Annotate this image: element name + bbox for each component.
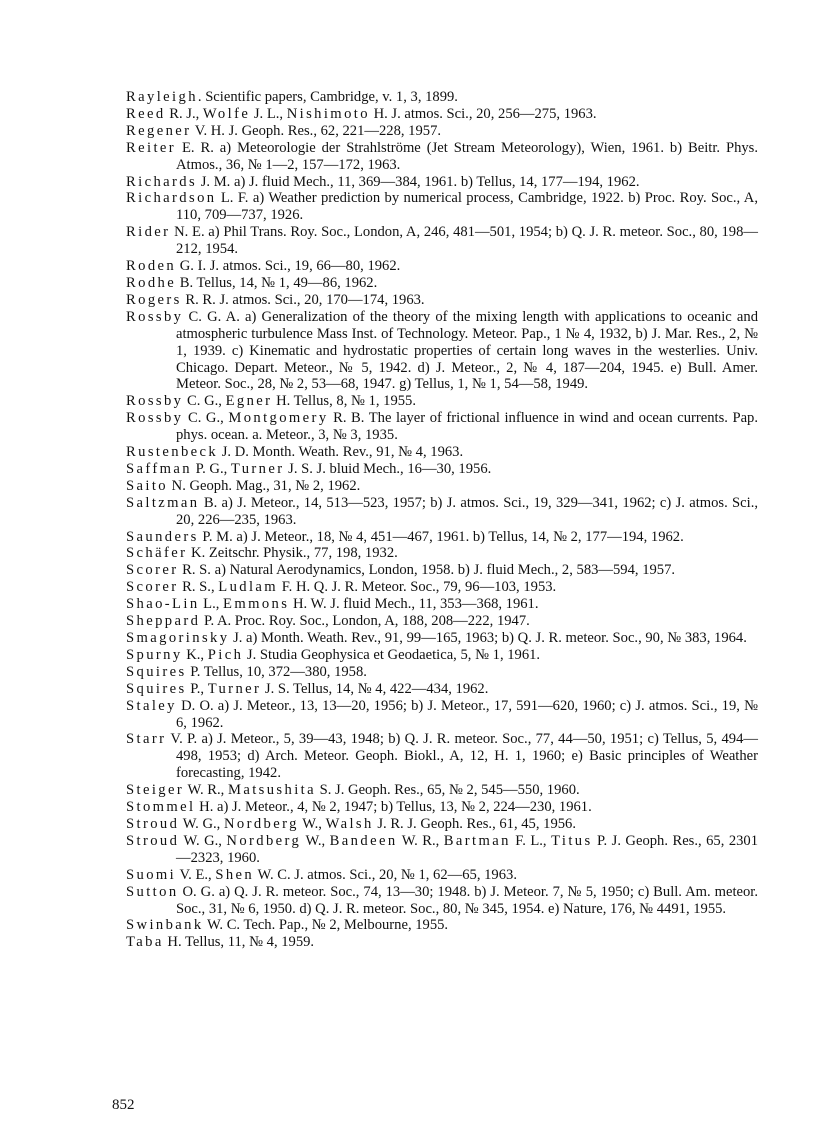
author-name: Saunders — [126, 528, 199, 545]
citation-text: H. Tellus, 8, № 1, 1955. — [272, 393, 416, 410]
reference-entry — [126, 461, 758, 478]
citation-text: W., — [298, 815, 326, 832]
author-name: Pich — [207, 646, 244, 663]
citation-text: N. E. a) Phil Trans. Roy. Soc., London, A, 246, 481—501, 1954; b) Q. J. R. meteor. Soc., 80, 198—212, 1954. — [170, 224, 758, 258]
author-name: Rossby — [126, 393, 184, 410]
reference-entry — [126, 782, 758, 799]
author-name: Scorer — [126, 579, 179, 596]
reference-entry — [126, 410, 758, 444]
citation-text: R. B. The layer of frictional influence in wind and ocean currents. Pap. phys. ocean. a. Meteor., 3, № 3, 1935. — [176, 410, 758, 444]
citation-text: K. Zeitschr. Physik., 77, 198, 1932. — [187, 545, 398, 562]
reference-entry — [126, 393, 758, 410]
author-name: Sheppard — [126, 613, 201, 630]
author-name: Stroud — [126, 815, 180, 832]
author-name: Reiter — [126, 139, 177, 156]
author-name: Turner — [207, 680, 262, 697]
citation-text: D. O. a) J. Meteor., 13, 13—20, 1956; b) J. Meteor., 17, 591—620, 1960; c) J. atmos. Sci., 19, № 6, 1962. — [176, 697, 758, 731]
citation-text: J. Studia Geophysica et Geodaetica, 5, № 1, 1961. — [243, 646, 541, 663]
citation-text: V. E., — [176, 866, 216, 883]
reference-entry — [126, 190, 758, 224]
citation-text: C. G. A. a) Generalization of the theory of the mixing length with applications to oceanic and atmospheric turbulence Mass Inst. of Technology. Meteor. Pap., 1 № 4, 1932, b) J. Mar. Res., 2, № 1, 1939. c) Kinematic and hydrostatic properties of certain long waves in the westerlies. Univ. Chicago. Depart. Meteor., № 5, 1942. d) J. Meteor., 2, № 4, 187—204, 1945. e) Bull. Amer. Meteor. Soc., 28, № 2, 53—68, 1947. g) Tellus, 1, № 1, 54—58, 1949. — [176, 308, 758, 393]
author-name: Taba — [126, 934, 164, 951]
author-name: Suomi — [126, 866, 177, 883]
author-name: Starr — [126, 731, 167, 748]
citation-text: E. R. a) Meteorologie der Strahlströme (Jet Stream Meteorology), Wien, 1961. b) Beitr. Phys. Atmos., 36, № 1—2, 157—172, 1963. — [176, 139, 758, 173]
author-name: Scorer — [126, 562, 179, 579]
citation-text: P. M. a) J. Meteor., 18, № 4, 451—467, 1961. b) Tellus, 14, № 2, 177—194, 1962. — [198, 528, 684, 545]
reference-entry — [126, 799, 758, 816]
reference-entry — [126, 681, 758, 698]
citation-text: H. W. J. fluid Mech., 11, 353—368, 1961. — [289, 596, 539, 613]
citation-text: C. G., — [183, 410, 229, 427]
author-name: Nordberg — [223, 815, 299, 832]
author-name: Staley — [126, 697, 177, 714]
reference-entry — [126, 833, 758, 867]
reference-entry — [126, 816, 758, 833]
citation-text: R. J., — [165, 105, 203, 122]
reference-list — [126, 89, 758, 951]
author-name: Bandeen — [329, 832, 398, 849]
reference-entry — [126, 444, 758, 461]
reference-entry — [126, 917, 758, 934]
author-name: Sutton — [126, 883, 179, 900]
citation-text: G. I. J. atmos. Sci., 19, 66—80, 1962. — [176, 258, 401, 275]
reference-entry — [126, 106, 758, 123]
citation-text: P. J. Geoph. Res., 65, 2301—2323, 1960. — [176, 832, 759, 866]
author-name: Schäfer — [126, 545, 188, 562]
author-name: Montgomery — [228, 410, 329, 427]
citation-text: W. G., — [179, 832, 227, 849]
author-name: Squires — [126, 663, 187, 680]
author-name: Saltzman — [126, 494, 200, 511]
citation-text: H. Tellus, 11, № 4, 1959. — [163, 934, 315, 951]
author-name: Stommel — [126, 799, 196, 816]
reference-entry — [126, 613, 758, 630]
citation-text: O. G. a) Q. J. R. meteor. Soc., 74, 13—30; 1948. b) J. Meteor. 7, № 5, 1950; c) Bull. Am. meteor. Soc., 31, № 6, 1950. d) Q. J. R. meteor. Soc., 80, № 345, 1954. e) Nature, 176, № 4491, 1955. — [176, 883, 758, 917]
citation-text: K., — [182, 646, 208, 663]
reference-entry — [126, 545, 758, 562]
citation-text: B. Tellus, 14, № 1, 49—86, 1962. — [176, 274, 378, 291]
author-name: Rodhe — [126, 274, 177, 291]
citation-text: W. C. J. atmos. Sci., 20, № 1, 62—65, 1963. — [254, 866, 517, 883]
citation-text: S. J. Geoph. Res., 65, № 2, 545—550, 1960. — [316, 782, 580, 799]
reference-entry — [126, 664, 758, 681]
citation-text: L. F. a) Weather prediction by numerical process, Cambridge, 1922. b) Proc. Roy. Soc., A, 110, 709—737, 1926. — [176, 190, 758, 224]
citation-text: B. a) J. Meteor., 14, 513—523, 1957; b) J. atmos. Sci., 19, 329—341, 1962; c) J. atmos. Sci., 20, 226—235, 1963. — [176, 494, 758, 528]
citation-text: R. R. J. atmos. Sci., 20, 170—174, 1963. — [181, 291, 425, 308]
author-name: Reed — [126, 105, 166, 122]
citation-text: F. H. Q. J. R. Meteor. Soc., 79, 96—103, 1953. — [278, 579, 557, 596]
author-name: Egner — [225, 393, 273, 410]
author-name: Spurny — [126, 646, 183, 663]
citation-text: J. a) Month. Weath. Rev., 91, 99—165, 1963; b) Q. J. R. meteor. Soc., 90, № 383, 1964. — [229, 630, 747, 646]
reference-entry — [126, 579, 758, 596]
author-name: Rider — [126, 224, 171, 241]
citation-text: R. S., — [178, 579, 219, 596]
citation-text: N. Geoph. Mag., 31, № 2, 1962. — [168, 477, 361, 494]
citation-text: . Scientific papers, Cambridge, v. 1, 3, 1899. — [197, 89, 458, 105]
reference-entry — [126, 478, 758, 495]
author-name: Walsh — [325, 815, 374, 832]
author-name: Wolfe — [202, 105, 251, 122]
author-name: Smagorinsky — [126, 630, 230, 646]
author-name: Saito — [126, 477, 168, 494]
reference-entry — [126, 495, 758, 529]
author-name: Squires — [126, 680, 187, 697]
reference-entry — [126, 140, 758, 174]
author-name: Titus — [551, 832, 593, 849]
citation-text: J. R. J. Geoph. Res., 61, 45, 1956. — [373, 815, 576, 832]
citation-text: W., — [301, 832, 330, 849]
author-name: Swinbank — [126, 917, 204, 934]
reference-entry — [126, 884, 758, 918]
author-name: Shen — [215, 866, 255, 883]
reference-entry — [126, 275, 758, 292]
reference-entry — [126, 309, 758, 394]
citation-text: L., — [199, 596, 224, 613]
citation-text: J. D. Month. Weath. Rev., 91, № 4, 1963. — [218, 444, 464, 461]
author-name: Rossby — [126, 410, 184, 427]
author-name: Rustenbeck — [126, 444, 219, 461]
citation-text: J. L., — [250, 105, 287, 122]
reference-entry — [126, 867, 758, 884]
reference-entry — [126, 292, 758, 309]
reference-entry — [126, 258, 758, 275]
reference-entry — [126, 174, 758, 191]
citation-text: P. A. Proc. Roy. Soc., London, A, 188, 208—222, 1947. — [200, 613, 530, 630]
reference-entry — [126, 731, 758, 782]
author-name: Roden — [126, 258, 177, 275]
citation-text: J. S. Tellus, 14, № 4, 422—434, 1962. — [261, 680, 489, 697]
citation-text: F. L., — [510, 832, 552, 849]
citation-text: P. G., — [191, 460, 231, 477]
author-name: Rayleigh — [126, 89, 198, 105]
author-name: Rogers — [126, 291, 182, 308]
citation-text: C. G., — [183, 393, 226, 410]
reference-entry — [126, 529, 758, 546]
citation-text: W. R., — [184, 782, 228, 799]
page-number: 852 — [112, 1097, 135, 1113]
citation-text: V. P. a) J. Meteor., 5, 39—43, 1948; b) Q. J. R. meteor. Soc., 77, 44—50, 1951; c) Tellus, 5, 494—498, 1953; d) Arch. Meteor. Geoph. Biokl., A, 12, H. 1, 1960; e) Basic principles of Weather forecasting, 1942. — [166, 731, 758, 782]
reference-entry — [126, 630, 758, 647]
citation-text: J. M. a) J. fluid Mech., 11, 369—384, 1961. b) Tellus, 14, 177—194, 1962. — [197, 173, 640, 190]
author-name: Richards — [126, 173, 198, 190]
reference-entry — [126, 224, 758, 258]
author-name: Ludlam — [218, 579, 279, 596]
citation-text: P. Tellus, 10, 372—380, 1958. — [186, 663, 367, 680]
citation-text: W. R., — [397, 832, 444, 849]
author-name: Steiger — [126, 782, 185, 799]
reference-entry — [126, 647, 758, 664]
citation-text: J. S. J. bluid Mech., 16—30, 1956. — [284, 460, 492, 477]
citation-text: H. J. atmos. Sci., 20, 256—275, 1963. — [369, 105, 597, 122]
author-name: Stroud — [126, 832, 180, 849]
citation-text: R. S. a) Natural Aerodynamics, London, 1958. b) J. fluid Mech., 2, 583—594, 1957. — [178, 562, 676, 579]
reference-entry — [126, 562, 758, 579]
citation-text: P., — [186, 680, 208, 697]
author-name: Saffman — [126, 460, 192, 477]
author-name: Nishimoto — [286, 105, 370, 122]
citation-text: V. H. J. Geoph. Res., 62, 221—228, 1957. — [191, 122, 442, 139]
reference-entry — [126, 934, 758, 951]
author-name: Regener — [126, 122, 192, 139]
reference-entry — [126, 123, 758, 140]
author-name: Bartman — [443, 832, 511, 849]
citation-text: H. a) J. Meteor., 4, № 2, 1947; b) Tellus, 13, № 2, 224—230, 1961. — [195, 799, 592, 816]
author-name: Shao-Lin — [126, 596, 200, 613]
reference-entry — [126, 89, 758, 106]
author-name: Rossby — [126, 308, 184, 325]
author-name: Nordberg — [226, 832, 302, 849]
citation-text: W. G., — [179, 815, 224, 832]
citation-text: W. C. Tech. Pap., № 2, Melbourne, 1955. — [203, 917, 449, 934]
author-name: Matsushita — [227, 782, 316, 799]
reference-entry — [126, 698, 758, 732]
author-name: Emmons — [223, 596, 290, 613]
author-name: Richardson — [126, 190, 217, 207]
author-name: Turner — [230, 460, 285, 477]
reference-entry — [126, 596, 758, 613]
